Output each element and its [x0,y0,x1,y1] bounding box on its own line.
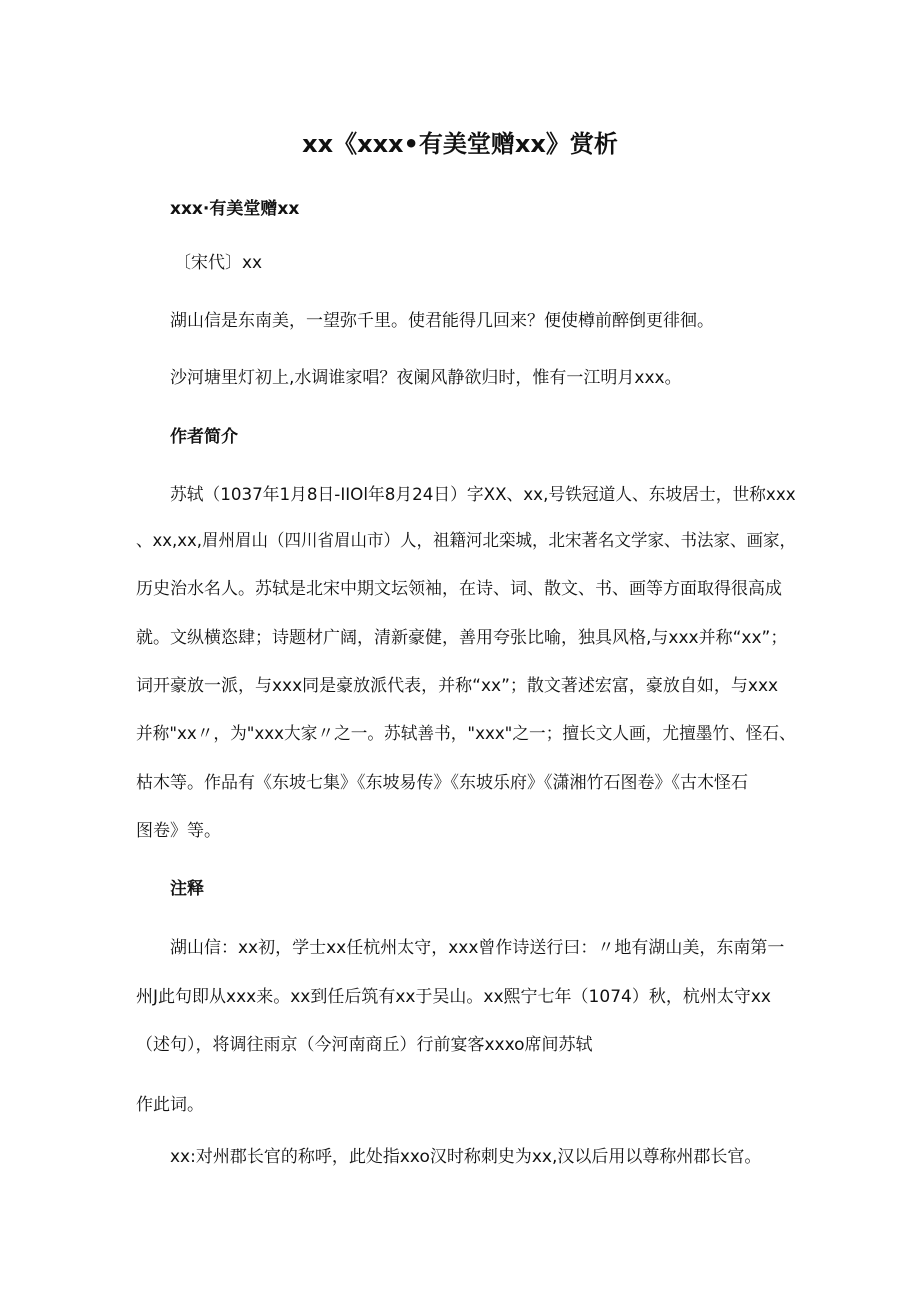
note-1-line-1: 湖山信：xx初，学士xx任杭州太守，xxx曾作诗送行曰：〃地有湖山美，东南第一 [170,938,785,958]
note-1-line-2: 州J此句即从xxx来。xx到任后筑有xx于吴山。xx熙宁七年（1074）秋，杭州太守xx [136,987,771,1007]
page-title: xx《xxx•有美堂赠xx》赏析 [302,130,618,158]
note-2: xx:对州郡长官的称呼，此处指xxo汉时称刺史为xx,汉以后用以尊称州郡长官。 [170,1147,762,1167]
notes-heading: 注释 [170,879,204,899]
author-intro-line-4: 就。文纵横恣肆；诗题材广阔，清新豪健，善用夸张比喻，独具风格,与xxx并称“xx”； [136,628,788,648]
author-intro-line-1: 苏轼（1037年1月8日-IIOl年8月24日）字XX、xx,号铁冠道人、东坡居士，世称xxx [170,485,796,505]
poem-heading: xxx·有美堂赠xx [170,199,300,219]
poem-author-line: 〔宋代〕xx [174,253,263,273]
note-1-line-3: （述句），将调往雨京（今河南商丘）行前宴客xxxo席间苏轼 [136,1035,593,1055]
poem-line-2: 沙河塘里灯初上,水调谁家唱？夜阑风静欲归时，惟有一江明月xxx。 [170,368,682,388]
poem-line-1: 湖山信是东南美，一望弥千里。使君能得几回来？便使樽前醉倒更徘徊。 [170,311,714,331]
author-intro-heading: 作者简介 [170,427,238,447]
author-intro-line-5: 词开豪放一派，与xxx同是豪放派代表，并称“xx”；散文著述宏富，豪放自如，与xxx [136,676,779,696]
author-intro-line-3: 历史治水名人。苏轼是北宋中期文坛领袖，在诗、词、散文、书、画等方面取得很高成 [136,579,782,599]
author-intro-line-2: 、xx,xx,眉州眉山（四川省眉山市）人，祖籍河北栾城，北宋著名文学家、书法家、画家， [136,531,797,551]
author-intro-line-7: 枯木等。作品有《东坡七集》《东坡易传》《东坡乐府》《潇湘竹石图卷》《古木怪石 [136,773,748,793]
author-intro-line-6: 并称"xx〃，为"xxx大家〃之一。苏轼善书，"xxx"之一；擅长文人画，尤擅墨竹、怪石、 [136,724,796,744]
author-intro-line-8: 图卷》等。 [136,821,221,841]
note-1-tail: 作此词。 [136,1095,204,1115]
